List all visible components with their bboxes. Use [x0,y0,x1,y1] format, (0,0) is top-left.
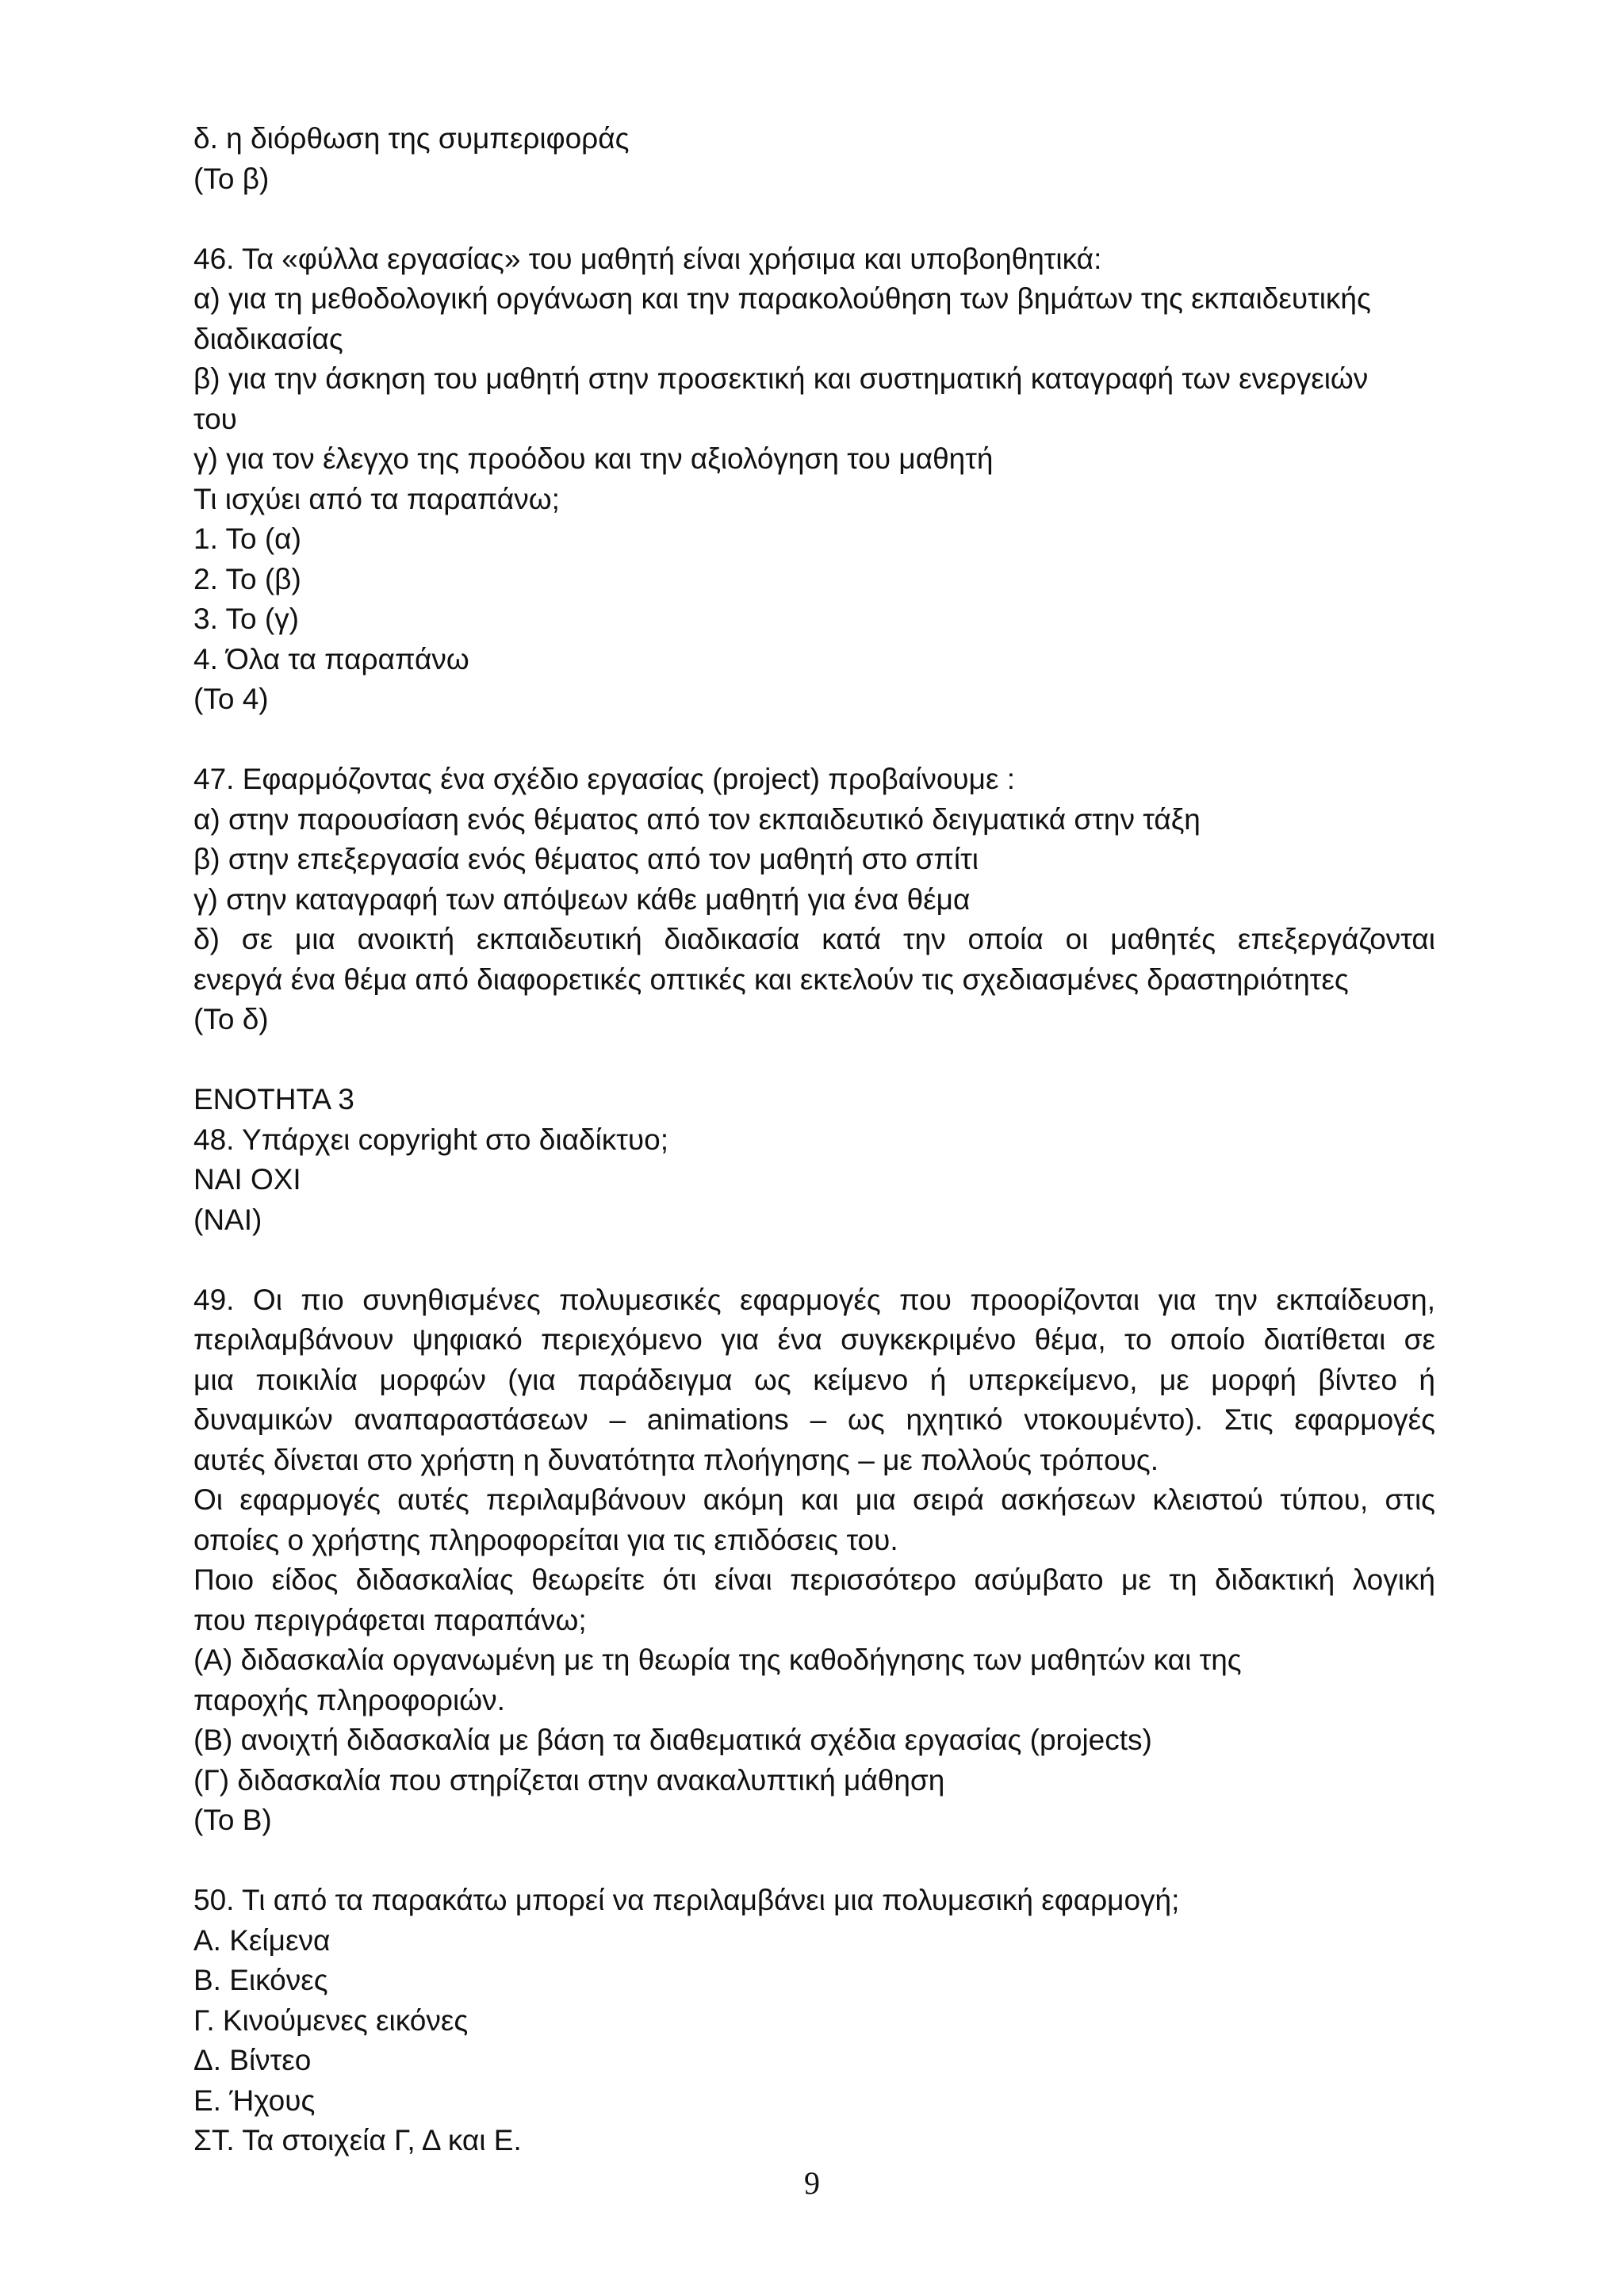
q46-option-a-cont: διαδικασίας [193,322,343,355]
q46-choice-2: 2. Το (β) [193,562,301,595]
q48-question: 48. Υπάρχει copyright στο διαδίκτυο; [193,1123,669,1156]
q46-answer: (Το 4) [193,683,269,715]
spacer [193,1841,1435,1881]
q49-paragraph-line: δυναμικών αναπαραστάσεων – animations – ως ηχητικό ντοκουμέντο). Στις εφαρμογές [193,1403,1435,1436]
q50-option-d: Δ. Βίντεο [193,2044,312,2076]
q50-option-b: Β. Εικόνες [193,1964,328,1996]
q46-option-b: β) για την άσκηση του μαθητή στην προσεκτική και συστηματική καταγραφή των ενεργειών [193,362,1369,395]
q47-option-a: α) στην παρουσίαση ενός θέματος από τον εκπαιδευτικό δειγματικά στην τάξη [193,802,1201,836]
q46-question: 46. Τα «φύλλα εργασίας» του μαθητή είναι χρήσιμα και υποβοηθητικά: [193,242,1102,275]
prev-option-d: δ. η διόρθωση της συμπεριφοράς [193,122,630,155]
unit-heading: ΕΝΟΤΗΤΑ 3 [193,1083,354,1115]
q49-option-a: (Α) διδασκαλία οργανωμένη με τη θεωρία της καθοδήγησης των μαθητών και της [193,1644,1242,1676]
q46-option-b-cont: του [193,402,237,435]
spacer [193,1240,1435,1280]
q47-option-c: γ) στην καταγραφή των απόψεων κάθε μαθητή για ένα θέμα [193,882,971,916]
q48-answer: (ΝΑΙ) [193,1203,262,1236]
q47-question: 47. Εφαρμόζοντας ένα σχέδιο εργασίας (project) προβαίνουμε : [193,763,1016,795]
q47-answer: (Το δ) [193,1003,269,1035]
q49-paragraph-line: περιλαμβάνουν ψηφιακό περιεχόμενο για ένα συγκεκριμένο θέμα, το οποίο διατίθεται σε [193,1323,1435,1356]
q49-paragraph-line: οποίες ο χρήστης πληροφορείται για τις επιδόσεις του. [193,1523,898,1556]
spacer [193,720,1435,760]
q50-option-a: Α. Κείμενα [193,1923,331,1957]
q46-choice-1: 1. Το (α) [193,522,301,555]
q49-answer: (Το Β) [193,1804,272,1836]
q49-option-b: (Β) ανοιχτή διδασκαλία με βάση τα διαθεματικά σχέδια εργασίας (projects) [193,1724,1152,1756]
q49-paragraph-line: 49. Οι πιο συνηθισμένες πολυμεσικές εφαρμογές που προορίζονται για την εκπαίδευση, [193,1283,1435,1316]
q46-option-c: γ) για τον έλεγχο της προόδου και την αξιολόγηση του μαθητή [193,442,994,475]
q49-option-a-cont: παροχής πληροφοριών. [193,1683,505,1716]
q47-option-b: β) στην επεξεργασία ενός θέματος από τον μαθητή στο σπίτι [193,843,979,875]
q47-option-d: δ) σε μια ανοικτή εκπαιδευτική διαδικασία κατά την οποία οι μαθητές επεξεργάζονται [193,923,1435,955]
q49-prompt-line: Ποιο είδος διδασκαλίας θεωρείτε ότι είναι περισσότερο ασύμβατο με τη διδακτική λογική [193,1563,1435,1596]
q47-option-d-cont: ενεργά ένα θέμα από διαφορετικές οπτικές και εκτελούν τις σχεδιασμένες δραστηριότητες [193,962,1349,996]
q46-prompt: Τι ισχύει από τα παραπάνω; [193,482,560,515]
q49-paragraph-line: Οι εφαρμογές αυτές περιλαμβάνουν ακόμη και μια σειρά ασκήσεων κλειστού τύπου, στις [193,1483,1435,1516]
q50-option-st: ΣΤ. Τα στοιχεία Γ, Δ και Ε. [193,2124,522,2156]
spacer [193,1040,1435,1081]
q49-paragraph-line: μια ποικιλία μορφών (για παράδειγμα ως κείμενο ή υπερκείμενο, με μορφή βίντεο ή [193,1363,1435,1396]
q50-question: 50. Τι από τα παρακάτω μπορεί να περιλαμβάνει μια πολυμεσική εφαρμογή; [193,1884,1180,1916]
q46-choice-4: 4. Όλα τα παραπάνω [193,642,469,675]
q50-option-c: Γ. Κινούμενες εικόνες [193,2003,469,2037]
q49-paragraph-line: αυτές δίνεται στο χρήστη η δυνατότητα πλοήγησης – με πολλούς τρόπους. [193,1443,1159,1476]
q48-options: ΝΑΙ ΟΧΙ [193,1163,301,1196]
q50-option-e: Ε. Ήχους [193,2084,316,2117]
q46-choice-3: 3. Το (γ) [193,603,300,635]
page-number: 9 [804,2165,820,2201]
q49-option-c: (Γ) διδασκαλία που στηρίζεται στην ανακαλυπτική μάθηση [193,1763,945,1797]
spacer [193,199,1435,239]
q49-prompt-line: που περιγράφεται παραπάνω; [193,1603,587,1636]
q46-option-a: α) για τη μεθοδολογική οργάνωση και την παρακολούθηση των βημάτων της εκπαιδευτικής [193,282,1371,315]
prev-answer: (Το β) [193,162,270,195]
document-body [193,119,1435,2161]
